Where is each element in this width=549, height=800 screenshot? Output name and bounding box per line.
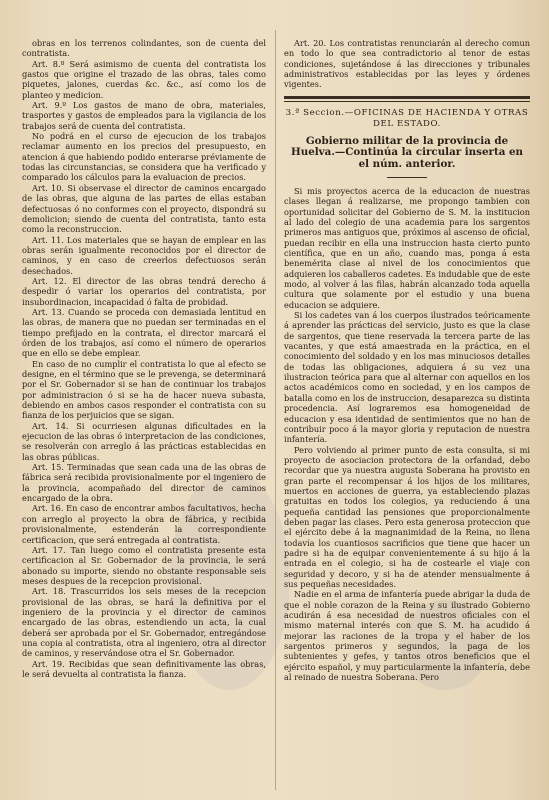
article-15: Art. 15. Terminadas que sean cada una de las obras de fábrica será recibida provisionalmente por el ingeniero de la provincia, acompañado del director de caminos encargado de la obra. bbox=[22, 462, 266, 504]
article-17: Art. 17. Tan luego como el contratista presente esta certificacion al Sr. Gobernador de la provincia, le será abonado su importe, siendo no obstante responsable seis meses despues de la recepcion provisional. bbox=[22, 544, 266, 586]
paragraph: Si los cadetes van á los cuerpos ilustrados teóricamente á aprender las prácticas del servicio, justo es que la clase de sargentos, que tiene reservada la tercera parte de las vacantes, y que está amaestrada en la práctica, en el conocimiento del soldado y en los mas minuciosos detalles de todas las obligaciones, adquiera á su vez una ilustracion teórica para que al alternar con aquellos en los actos académicos como en sociedad, y en los campos de batalla como en los de instruccion, desaparezca su distinta procedencia. Así lograremos esa homogeneidad de educacion y esa identidad de sentimientos que no han de contribuir poco á la mayor gloria y reputacion de nuestra infantería. bbox=[284, 310, 530, 445]
article-title: Gobierno militar de la provincia de Huelva.—Continúa la circular inserta en el núm. anterior. bbox=[290, 134, 523, 170]
article-10: Art. 10. Si observase el director de caminos encargado de las obras, que alguna de las partes de ellas estaban defectuosas ó no conformes con el proyecto, dispondrá su demolicion; siendo de cuenta del contratista, tanto esta como la reconstruccion. bbox=[22, 182, 266, 235]
article-11: Art. 11. Los materiales que se hayan de emplear en las obras serán igualmente reconocidos por el director de caminos, y en caso de creerlos defectuosos serán desechados. bbox=[22, 234, 266, 276]
article-8: Art. 8.º Será asimismo de cuenta del contratista los gastos que origine el trazado de las obras, tales como piquetes, jalones, cuerdas &c. &c., así como los de planteo y medicion. bbox=[22, 58, 266, 100]
right-column bbox=[284, 38, 530, 682]
article-12: Art. 12. El director de las obras tendrá derecho á despedir ó variar los operarios del contratista, por insubordinacion, incapacidad ó falta de probidad. bbox=[22, 275, 266, 307]
section-rule bbox=[284, 96, 530, 99]
article-20: Art. 20. Los contratistas renunciarán al derecho comun en todo lo que sea contradictorio al tenor de estas condiciones, sujetándose á las direcciones y tribunales administrativos establecidas por las leyes y órdenes vigentes. bbox=[284, 38, 530, 90]
article-19: Art. 19. Recibidas que sean definitivamente las obras, le será devuelta al contratista la fianza. bbox=[22, 658, 266, 679]
article-16: Art. 16. En caso de encontrar ambos facultativos, hecha con arreglo al proyecto la obra de fábrica, y recibida provisionalmente, estenderán la correspondiente certificacion, que será entregada al contratista. bbox=[22, 503, 266, 545]
paragraph: Si mis proyectos acerca de la educacion de nuestras clases llegan á realizarse, me propongo tambien con oportunidad solicitar del Gobierno de S. M. la institucion al lado del colegio de una academia para los sargentos primeros mas antiguos que, próximos al ascenso de oficial, puedan recibir en ella una instruccion hasta cierto punto científica, que en un año, cuando mas, ponga á esta benemérita clase al nivel de los conocimientos que adquieren los caballeros cadetes. Es indudable que de este modo, al volver á las filas, habrán alcanzado toda aquella cultura que solamente por el estudio y una buena educacion se adquiere. bbox=[284, 185, 530, 310]
section-rule-thin bbox=[284, 101, 530, 102]
paragraph: Nadie en el arma de infantería puede abrigar la duda de que el noble corazon de la Reina y su ilustrado Gobierno acudirán á esa necesidad de nuestros oficiales con el mismo maternal interés con que S. M. ha acudido á mejorar las raciones de la tropa y el haber de los sargentos primeros y segundos, la paga de los subtenientes y gefes, y tantos otros beneficios que el ejército español, y muy particularmente la infantería, debe al reinado de nuestra Soberana. Pero bbox=[284, 589, 530, 683]
paragraph: No podrá en el curso de ejecucion de los trabajos reclamar aumento en los precios del presupuesto, en atencion á que habiendo podido enterarse préviamente de todas las circunstancias, se considera que ha verificado y comparado los cálculos para la evaluacion de precios. bbox=[22, 131, 266, 183]
column-divider bbox=[275, 30, 276, 790]
paragraph: obras en los terrenos colindantes, son de cuenta del contratista. bbox=[22, 38, 266, 59]
left-column bbox=[22, 38, 266, 679]
article-14: Art. 14. Si ocurriesen algunas dificultades en la ejecucion de las obras ó interpretacion de las condiciones, se resolverán con arreglo á las prácticas establecidas en las obras públicas. bbox=[22, 420, 266, 462]
article-13: Art. 13. Cuando se proceda con demasiada lentitud en las obras, de manera que no puedan ser terminadas en el tiempo prefijado en la contrata, el director marcará el órden de los trabajos, así como el número de operarios que en ello se debe emplear. bbox=[22, 306, 266, 359]
article-18: Art. 18. Trascurridos los seis meses de la recepcion provisional de las obras, se hará la definitiva por el ingeniero de la provincia y el director de caminos encargado de las obras, estendiendo un acta, la cual deberá ser aprobada por el Sr. Gobernador, entregándose una copia al contratista, otra al ingeniero, otra al director de caminos, y reservándose otra el Sr. Gobernador. bbox=[22, 586, 266, 659]
section-heading: 3.ª Seccion.—OFICINAS DE HACIENDA Y OTRAS DEL ESTADO. bbox=[285, 107, 529, 129]
paragraph: Pero volviendo al primer punto de esta consulta, si mi proyecto de asociacion protectora de la orfandad, debo recordar que ya nuestra augusta Soberana ha provisto en gran parte el recompensar á los hijos de los militares, muertos en acciones de guerra, ya estableciendo plazas gratuitas en todos los colegios, ya reduciendo á una pequeña cantidad las pensiones que proporcionalmente deben pagar las clases. Pero esta generosa proteccion que el ejército debe á la magnanimidad de la Reina, no llena todavía los cuantiosos sacrificios que tiene que hacer un padre si ha de equipar convenientemente á su hijo á la entrada en el colegio, si ha de costearle el viaje con seguridad y decoro, y si ha de atender mensualmente á sus pequeñas necesidades. bbox=[284, 444, 530, 589]
paragraph: En caso de no cumplir el contratista lo que al efecto se designe, en el término que se le prevenga, se determinará por el Sr. Gobernador si se han de continuar los trabajos por administracion ó si se ha de hacer nueva subasta, debiendo en ambos casos responder el contratista con su fianza de los perjuicios que se sigan. bbox=[22, 358, 266, 421]
article-9: Art. 9.º Los gastos de mano de obra, materiales, trasportes y gastos de empleados para la vigilancia de los trabajos será de cuenta del contratista. bbox=[22, 100, 266, 131]
title-rule bbox=[387, 177, 427, 178]
